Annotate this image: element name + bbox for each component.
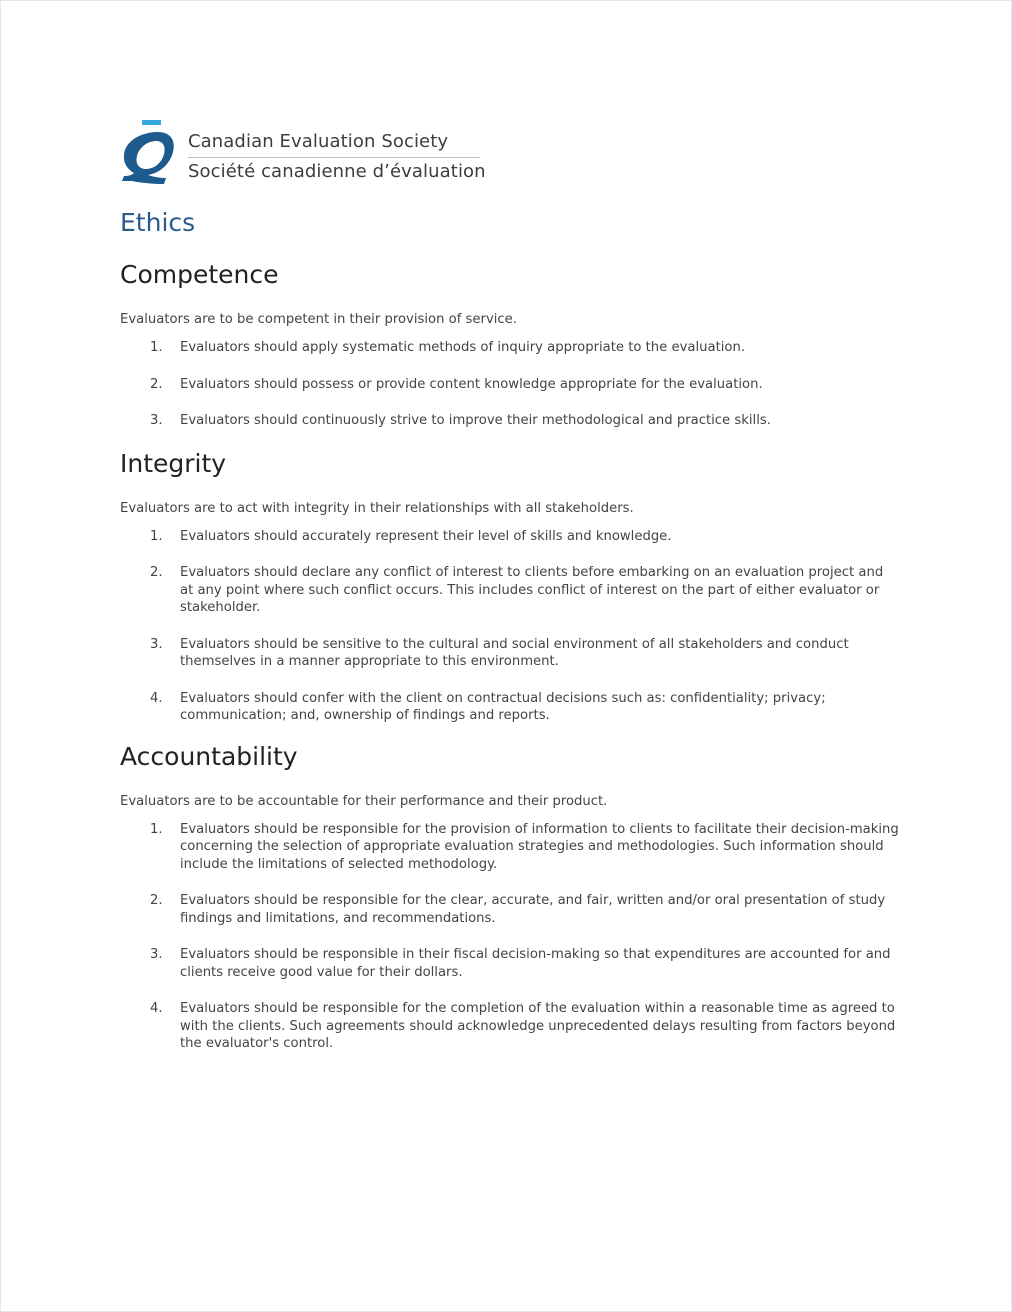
list-item <box>120 564 900 617</box>
list-text: Evaluators should confer with the client on contractual decisions such as: confidentiality; privacy; communication; and, ownership of findings and reports. <box>180 690 826 723</box>
list-number: 1. <box>150 821 163 837</box>
list-text: Evaluators should be responsible for the completion of the evaluation within a reasonable time as agreed to with the clients. Such agreements should acknowledge unprecedented delays resulting from factors beyond the evaluator's control. <box>180 1001 896 1051</box>
list-number: 4. <box>150 1001 163 1016</box>
list-text: Evaluators should apply systematic methods of inquiry appropriate to the evaluation. <box>180 340 746 355</box>
list-text: Evaluators should declare any conflict of interest to clients before embarking on an evaluation project and at any point where such conflict occurs. This includes conflict of interest on the part of either evaluator or stakeholder. <box>180 565 884 615</box>
list-item <box>120 1000 900 1053</box>
list-number: 3. <box>150 636 163 652</box>
section-heading: Integrity <box>120 448 227 478</box>
list-item <box>120 636 900 671</box>
logo-name-en: Canadian Evaluation Society <box>188 130 480 158</box>
numbered-list <box>120 528 900 725</box>
ces-logo <box>120 119 486 187</box>
section-heading: Accountability <box>120 741 298 771</box>
section-competence <box>120 259 900 430</box>
ces-e-logo-icon <box>120 119 182 185</box>
list-number: 2. <box>150 893 163 908</box>
list-item <box>120 892 900 927</box>
logo-text <box>188 130 486 184</box>
section-intro: Evaluators are to act with integrity in their relationships with all stakeholders. <box>120 500 634 516</box>
numbered-list <box>120 821 900 1053</box>
list-text: Evaluators should be responsible for the provision of information to clients to facilitate their decision-making concerning the selection of appropriate evaluation strategies and methodologies. Such information should include the limitations of selected methodology. <box>180 821 899 872</box>
list-item <box>120 412 900 430</box>
list-number: 3. <box>150 413 163 428</box>
list-item <box>120 946 900 981</box>
numbered-list <box>120 339 900 430</box>
list-item <box>120 528 900 546</box>
list-number: 2. <box>150 376 163 392</box>
list-number: 1. <box>150 528 163 544</box>
list-text: Evaluators should be responsible in their fiscal decision-making so that expenditures are accounted for and clients receive good value for their dollars. <box>180 947 891 980</box>
section-accountability <box>120 741 900 1053</box>
section-heading: Competence <box>120 260 279 289</box>
list-text: Evaluators should accurately represent their level of skills and knowledge. <box>180 528 672 544</box>
page-title: Ethics <box>120 208 196 237</box>
list-text: Evaluators should possess or provide content knowledge appropriate for the evaluation. <box>180 376 763 392</box>
list-number: 1. <box>150 340 163 355</box>
list-text: Evaluators should continuously strive to improve their methodological and practice skills. <box>180 413 771 428</box>
list-item <box>120 339 900 357</box>
list-item <box>120 821 900 874</box>
list-number: 4. <box>150 690 163 706</box>
list-number: 2. <box>150 565 163 580</box>
section-intro: Evaluators are to be accountable for their performance and their product. <box>120 793 608 809</box>
document-content <box>120 201 900 1053</box>
logo-name-fr: Société canadienne d’évaluation <box>188 161 486 182</box>
list-item <box>120 376 900 394</box>
list-number: 3. <box>150 947 163 962</box>
section-integrity <box>120 448 900 725</box>
list-text: Evaluators should be sensitive to the cultural and social environment of all stakeholders and conduct themselves in a manner appropriate to this environment. <box>180 636 849 669</box>
list-text: Evaluators should be responsible for the clear, accurate, and fair, written and/or oral presentation of study findings and limitations, and recommendations. <box>180 893 886 926</box>
list-item <box>120 690 900 725</box>
section-intro: Evaluators are to be competent in their provision of service. <box>120 312 517 327</box>
